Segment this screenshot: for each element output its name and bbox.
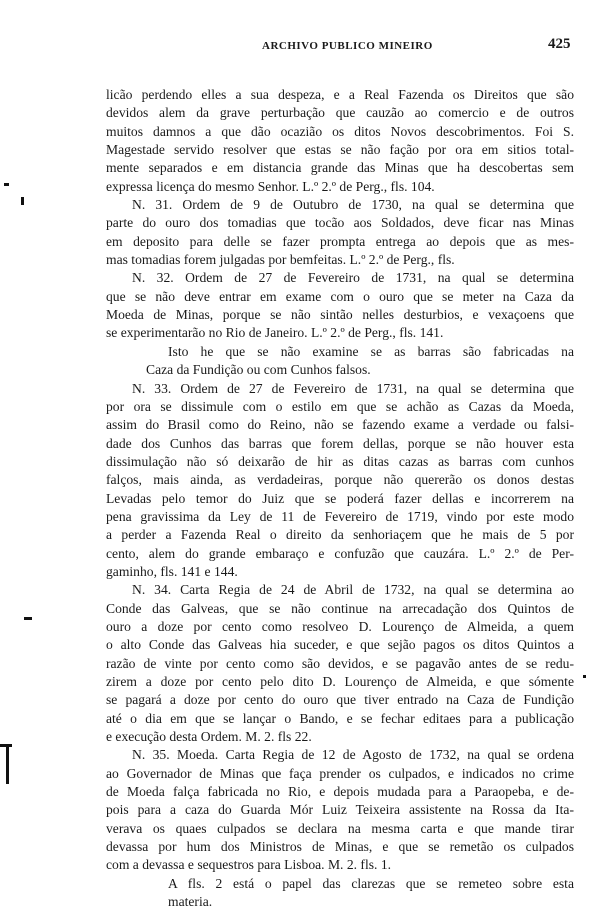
text-line: devidos alem da grave perturbação que cauzão ao comercio e de outros: [106, 105, 574, 121]
text-line: com a devassa e sequestros para Lisboa. M. 2. fls. 1.: [106, 857, 392, 873]
running-title: ARCHIVO PUBLICO MINEIRO: [262, 40, 433, 52]
text-line: Levadas pelo temor do Juiz que se poderá fazer dellas e incorrerem na: [106, 490, 574, 506]
document-body: [106, 86, 574, 911]
text-line: Moeda de Minas, porque se não sintão nelles desturbios, e vexaçoens que: [106, 307, 574, 323]
text-line: se pagará a doze por cento do ouro que tiver entrado na Caza de Fundição: [106, 692, 574, 708]
text-line: muitos damnos a que dão ocazião os ditos Novos descobrimentos. Foi S.: [106, 123, 574, 139]
text-line: licão perdendo elles a sua despeza, e a Real Fazenda os Direitos que são: [106, 87, 574, 102]
text-line: assim do Brasil como do Reino, não se fazendo exame a verdade ou falsi-: [106, 417, 574, 433]
page-header: [0, 34, 607, 54]
text-line: se experimentarão no Rio de Janeiro. L.º 2.º de Perg., fls. 141.: [106, 325, 444, 341]
text-line: de Moeda falça fabricada no Rio, e depois mudada para a Paraopeba, e de-: [106, 784, 574, 800]
text-line: A fls. 2 está o papel das clarezas que se remeteo sobre esta: [168, 875, 574, 891]
text-line: N. 35. Moeda. Carta Regia de 12 de Agosto de 1732, na qual se ordena: [132, 747, 574, 763]
text-line: que se não deve entrar em exame com o ouro que se meter na Caza da: [106, 288, 574, 304]
text-line: pois para a caza do Guarda Mór Luiz Teixeira assistente na Rossa da Ita-: [106, 802, 574, 818]
text-line: por ora se dissimule com o estilo em que se achão as Cazas da Moeda,: [106, 398, 574, 414]
margin-mark: [21, 197, 24, 205]
text-line: Caza da Fundição ou com Cunhos falsos.: [146, 362, 371, 378]
text-line: expressa licença do mesmo Senhor. L.º 2.º de Perg., fls. 104.: [106, 178, 435, 194]
margin-mark: [4, 183, 9, 186]
text-line: pena gravissima da Ley de 11 de Fevereiro de 1719, vindo por este modo: [106, 508, 574, 524]
text-line: devassa por hum dos Ministros de Minas, e que se remetão os culpados: [106, 839, 574, 855]
text-line: e execução desta Ordem. M. 2. fls 22.: [106, 729, 312, 745]
text-line: cento, alem do grande embaraço e confuzão que cauzára. L.º 2.º de Per-: [106, 545, 574, 561]
text-line: dissimulação não só deixarão de hir as ditas cazas as barras com cunhos: [106, 453, 574, 469]
text-line: N. 32. Ordem de 27 de Fevereiro de 1731, na qual se determina: [132, 270, 574, 286]
text-line: zirem a doze por cento pelo dito D. Lourenço de Almeida, e que sómente: [106, 674, 574, 689]
text-line: mente separados e em distancia grande das Minas que ha descobertas sem: [106, 160, 574, 176]
text-line: falços, mais ainda, as verdadeiras, porque não quererão os donos destas: [106, 472, 574, 488]
text-line: gaminho, fls. 141 e 144.: [106, 563, 238, 579]
text-line: N. 34. Carta Regia de 24 de Abril de 1732, na qual se determina ao: [132, 582, 574, 598]
text-line: dade dos Cunhos das barras que forem dellas, porque se não houver esta: [106, 435, 574, 451]
text-line: até o dia em que se lançar o Bando, e se fechar editaes para a publicação: [106, 710, 574, 726]
text-line: mas tomadias forem julgadas por bemfeitas. L.º 2.º de Perg., fls.: [106, 252, 455, 268]
text-line: parte do ouro dos tomadias que tocão aos Soldados, deve ficar nas Minas: [106, 215, 574, 231]
text-line: verava os quaes culpados se declara na mesma carta e que mande tirar: [106, 820, 574, 836]
text-line: materia.: [168, 894, 213, 910]
text-line: a perder a Fazenda Real o direito da senhoriaçem que he mais de 5 por: [106, 527, 574, 543]
margin-mark: [6, 744, 9, 784]
text-line: razão de vinte por cento como são devidos, e se pagavão antes de se redu-: [106, 655, 574, 671]
text-line: N. 31. Ordem de 9 de Outubro de 1730, na qual se determina que: [132, 197, 574, 213]
margin-mark: [24, 617, 32, 620]
text-line: ouro a doze por cento como resolveo D. Lourenço de Almeida, a quem: [106, 618, 574, 634]
page-number: 425: [548, 36, 571, 52]
margin-mark: [583, 675, 586, 678]
text-line: o alto Conde das Galveas hia suceder, e que sejão pagos os ditos Quintos a: [106, 637, 574, 653]
text-line: ao Governador de Minas que faça prender os culpados, e indicados no crime: [106, 765, 574, 781]
text-line: Isto he que se não examine se as barras são fabricadas na: [168, 343, 574, 359]
text-line: em deposito para delle se fazer prompta entrega ao depois que as mes-: [106, 233, 574, 249]
text-line: N. 33. Ordem de 27 de Fevereiro de 1731, na qual se determina que: [132, 380, 574, 396]
text-line: Magestade servido resolver que estas se não fação por ora em sitios total-: [106, 142, 574, 158]
text-line: Conde das Galveas, que se não continue na arrecadação dos Quintos de: [106, 600, 574, 616]
